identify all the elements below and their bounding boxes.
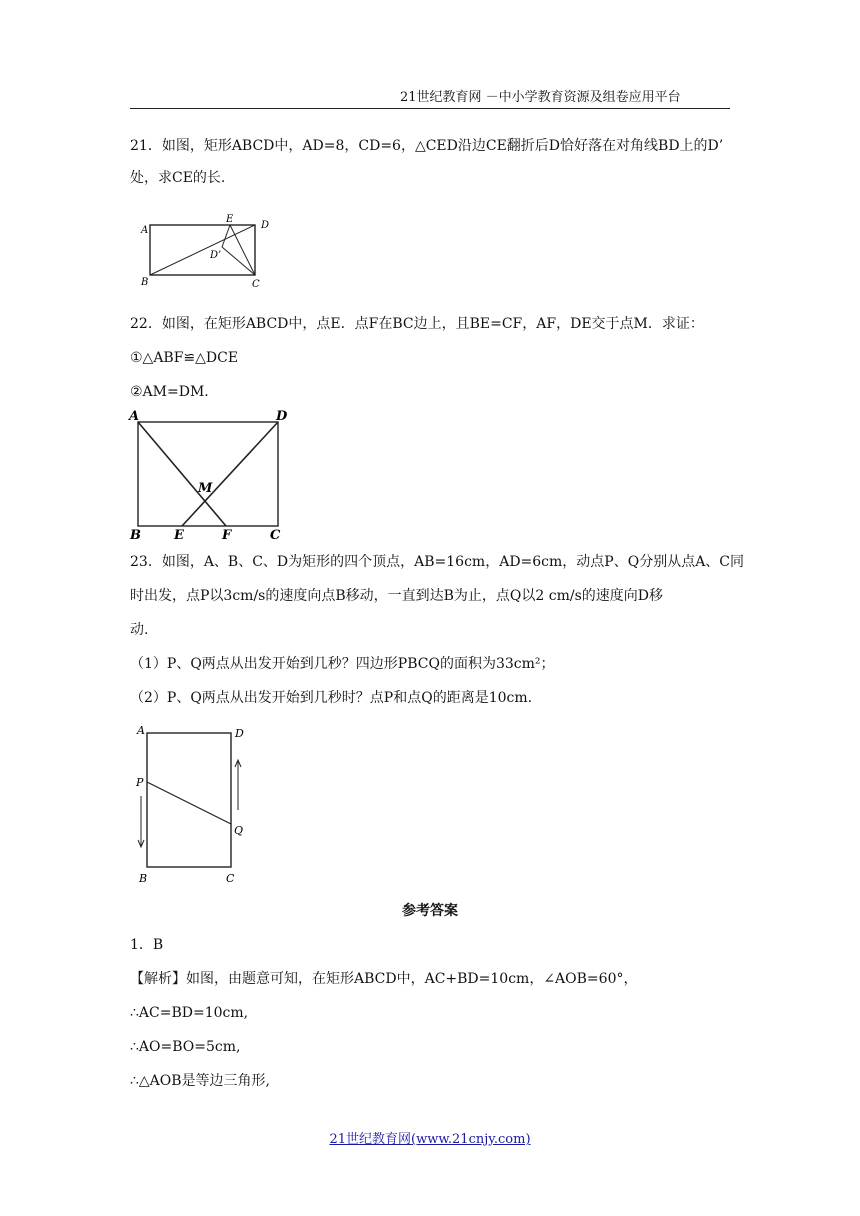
- q23-label-b: B: [139, 872, 148, 885]
- q22-label-e: E: [174, 528, 184, 543]
- q23-segment-pq: [147, 782, 231, 824]
- q22-label-f: F: [222, 528, 232, 543]
- header-site-text: 21世纪教育网 －中小学教育资源及组卷应用平台: [400, 90, 681, 105]
- q23-label-q: Q: [234, 824, 244, 837]
- q22-segment-de: [182, 422, 278, 526]
- q21-diagonal-bd: [150, 225, 255, 275]
- q23-label-p: P: [136, 776, 144, 789]
- q23-part1: （1）P、Q两点从出发开始到几秒？四边形PBCQ的面积为33cm²；: [130, 656, 555, 672]
- answers-title: 参考答案: [402, 903, 458, 919]
- q21-segment-dc: [222, 247, 255, 275]
- q22-segment-af: [138, 422, 226, 526]
- q21-label-e: E: [226, 214, 234, 225]
- answer-1-step1: ∴AC=BD=10cm,: [130, 1005, 249, 1021]
- q23-text-line1: 23．如图，A、B、C、D为矩形的四个顶点，AB=16cm，AD=6cm，动点P、Q分别从点A、C同: [130, 554, 745, 570]
- q22-text-line2: ①△ABF≌△DCE: [130, 350, 239, 366]
- q22-rectangle: [138, 422, 278, 526]
- q22-text-line3: ②AM=DM.: [130, 384, 209, 400]
- header-rule: [130, 108, 730, 109]
- q23-rectangle: [147, 733, 231, 867]
- q21-segment-ed: [222, 225, 230, 247]
- q21-figure: [130, 205, 280, 295]
- q21-label-c: C: [252, 279, 260, 290]
- q21-text-line2: 处，求CE的长.: [130, 170, 226, 186]
- answer-1: 1．B: [130, 937, 164, 953]
- q22-label-m: M: [198, 481, 213, 496]
- answer-1-step3: ∴△AOB是等边三角形,: [130, 1073, 270, 1089]
- q22-text-line1: 22．如图，在矩形ABCD中，点E．点F在BC边上，且BE=CF，AF，DE交于点M．求证：: [130, 316, 704, 332]
- q22-label-d: D: [276, 409, 288, 424]
- q23-part2: （2）P、Q两点从出发开始到几秒时？点P和点Q的距离是10cm.: [130, 690, 533, 706]
- q22-figure: [126, 404, 292, 544]
- q21-text-line1: 21．如图，矩形ABCD中，AD=8，CD=6，△CED沿边CE翻折后D恰好落在对角线BD上的D’: [130, 138, 724, 154]
- q23-label-c: C: [226, 872, 235, 885]
- answer-1-step2: ∴AO=BO=5cm,: [130, 1039, 241, 1055]
- footer-link[interactable]: 21世纪教育网(www.21cnjy.com): [329, 1132, 531, 1147]
- answer-1-analysis: 【解析】如图，由题意可知，在矩形ABCD中，AC+BD=10cm，∠AOB=60°，: [130, 971, 638, 987]
- q21-label-d: D: [261, 220, 270, 231]
- q21-label-b: B: [141, 277, 149, 288]
- q23-text-line2: 时出发，点P以3cm/s的速度向点B移动，一直到达B为止，点Q以2 cm/s的速度向D移: [130, 588, 663, 604]
- q21-label-dprime: D’: [210, 250, 222, 261]
- q21-segment-ce: [230, 225, 255, 275]
- q21-label-a: A: [141, 225, 149, 236]
- q22-label-b: B: [130, 528, 141, 543]
- q22-label-a: A: [129, 409, 140, 424]
- q22-label-c: C: [270, 528, 281, 543]
- q23-text-line3: 动.: [130, 622, 149, 638]
- q23-label-a: A: [137, 724, 145, 737]
- q23-label-d: D: [235, 727, 244, 740]
- q23-figure: [130, 720, 255, 888]
